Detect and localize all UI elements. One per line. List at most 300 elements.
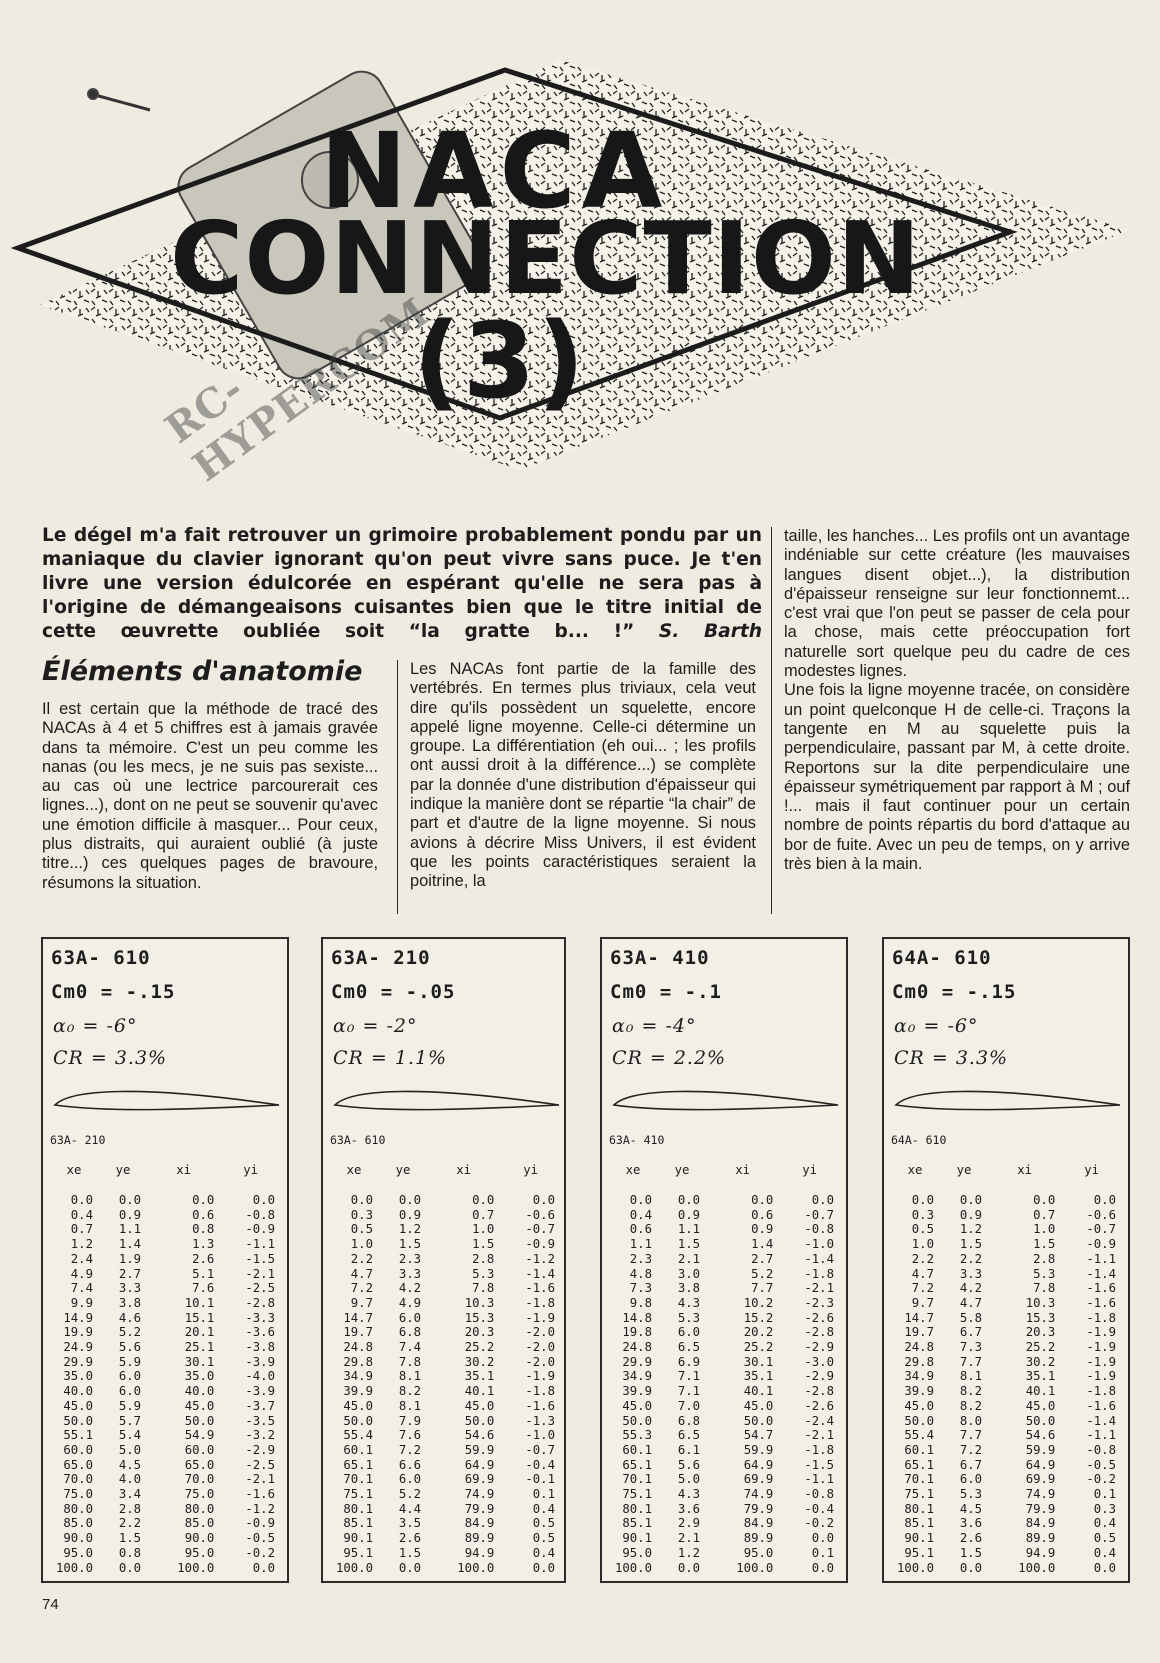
table-row (890, 1443, 1122, 1458)
table-cell: 0.0 (751, 1193, 774, 1207)
table-cell: 6.0 (398, 1310, 422, 1325)
text-column-3 (784, 527, 1130, 874)
coordinate-table (329, 1163, 561, 1575)
table-cell: 2.8 (118, 1501, 142, 1516)
table-row (329, 1355, 561, 1370)
table-cell: 94.9 (1025, 1545, 1056, 1560)
table-cell: 100.0 (177, 1560, 215, 1575)
table-cell: 45.0 (63, 1398, 93, 1413)
table-cell: 7.9 (398, 1413, 422, 1428)
table-cell: 69.9 (464, 1472, 495, 1487)
table-cell: -0.9 (245, 1222, 275, 1237)
table-row (49, 1516, 281, 1531)
table-cell: 20.3 (1025, 1325, 1056, 1340)
table-cell: 64.9 (464, 1457, 495, 1472)
airfoil-name: 63A- 210 (331, 947, 431, 969)
table-cell: 6.5 (677, 1428, 701, 1443)
table-row (608, 1414, 840, 1429)
table-cell: 2.7 (118, 1266, 142, 1281)
moment-coefficient: Cm0 = -.15 (51, 981, 176, 1003)
table-row (608, 1384, 840, 1399)
table-cell: -1.9 (1086, 1369, 1116, 1384)
table-cell: 0.5 (911, 1222, 934, 1237)
table-cell: 7.2 (959, 1442, 983, 1457)
table-cell: 0.3 (911, 1207, 934, 1222)
table-row (890, 1325, 1122, 1340)
camber-ratio: CR = 3.3% (53, 1047, 168, 1069)
table-row (49, 1561, 281, 1576)
table-cell: -0.4 (804, 1501, 834, 1516)
table-cell: 4.7 (911, 1266, 934, 1281)
column-header: yi (243, 1163, 259, 1177)
table-cell: -0.7 (525, 1222, 555, 1237)
table-cell: 14.7 (343, 1310, 373, 1325)
table-row (608, 1472, 840, 1487)
table-row (49, 1355, 281, 1370)
table-row (890, 1516, 1122, 1531)
table-row (329, 1267, 561, 1282)
table-cell: -2.1 (804, 1428, 834, 1443)
table-row (329, 1296, 561, 1311)
table-cell: 39.9 (904, 1384, 934, 1399)
table-row (890, 1355, 1122, 1370)
table-cell: 2.1 (677, 1251, 701, 1266)
title-line-2: CONNECTION (170, 200, 922, 317)
table-cell: 0.9 (751, 1222, 774, 1237)
table-cell: -2.4 (804, 1413, 834, 1428)
table-cell: 24.8 (904, 1340, 934, 1355)
table-cell: 7.4 (70, 1281, 93, 1296)
table-row (608, 1252, 840, 1267)
table-cell: 0.0 (811, 1531, 834, 1546)
table-cell: -2.9 (804, 1369, 834, 1384)
table-cell: 0.5 (350, 1222, 373, 1237)
table-cell: 45.0 (743, 1398, 774, 1413)
airfoil-profile-sketch (610, 1081, 842, 1115)
table-cell: 34.9 (343, 1369, 373, 1384)
table-header-row (608, 1163, 840, 1193)
table-row (329, 1281, 561, 1296)
table-row (49, 1369, 281, 1384)
airfoil-outline (55, 1091, 279, 1109)
table-cell: -0.9 (525, 1237, 555, 1252)
moment-coefficient: Cm0 = -.05 (331, 981, 456, 1003)
table-row (608, 1458, 840, 1473)
table-cell: 1.4 (751, 1237, 774, 1252)
table-row (329, 1369, 561, 1384)
table-cell: -1.5 (245, 1251, 275, 1266)
table-row (329, 1458, 561, 1473)
table-row (890, 1561, 1122, 1576)
table-cell: 2.9 (677, 1516, 701, 1531)
table-cell: 40.0 (184, 1384, 215, 1399)
table-cell: -2.5 (245, 1281, 275, 1296)
table-cell: 0.9 (959, 1207, 983, 1222)
table-row (49, 1340, 281, 1355)
table-cell: -1.6 (1086, 1398, 1116, 1413)
table-cell: 2.6 (398, 1531, 422, 1546)
table-cell: -0.6 (525, 1207, 555, 1222)
table-row (890, 1414, 1122, 1429)
table-cell: 1.5 (1033, 1237, 1056, 1252)
table-row (49, 1311, 281, 1326)
table-cell: 30.2 (1025, 1354, 1056, 1369)
table-cell: 0.0 (677, 1560, 701, 1575)
table-cell: 15.2 (743, 1310, 774, 1325)
table-cell: 0.0 (398, 1560, 422, 1575)
table-cell: 4.3 (677, 1295, 701, 1310)
table-cell: 7.8 (472, 1281, 495, 1296)
table-cell: 2.2 (118, 1516, 142, 1531)
camber-ratio: CR = 2.2% (612, 1047, 727, 1069)
table-cell: 14.8 (622, 1310, 652, 1325)
column-3-paragraph-a: taille, les hanches... Les profils ont un avantage indéniable sur cette créature (les mauvaises langues disent objet...), la distribution d'épaisseur renseigne sur leur fonctionnemt... c'est vrai que l'on peut se passer de cela pour la chose, mais cette préoccupation fort naturelle sort quelque peu du cadre de ces modestes lignes. (784, 527, 1130, 681)
table-row (49, 1237, 281, 1252)
table-row (890, 1193, 1122, 1208)
table-row (329, 1414, 561, 1429)
table-cell: 19.7 (343, 1325, 373, 1340)
table-cell: 65.1 (622, 1457, 652, 1472)
table-cell: 2.3 (629, 1251, 652, 1266)
airfoil-profile-sketch (51, 1081, 283, 1115)
table-cell: 15.1 (184, 1310, 215, 1325)
table-cell: 74.9 (743, 1487, 774, 1502)
table-cell: -0.8 (245, 1207, 275, 1222)
intro-paragraph (42, 524, 762, 644)
table-cell: 3.8 (118, 1295, 142, 1310)
table-cell: 0.1 (532, 1487, 555, 1502)
table-cell: -2.1 (245, 1266, 275, 1281)
table-cell: 3.3 (398, 1266, 422, 1281)
table-cell: 0.6 (192, 1207, 215, 1222)
table-cell: 50.0 (743, 1413, 774, 1428)
table-row (49, 1281, 281, 1296)
table-cell: 39.9 (343, 1384, 373, 1399)
table-cell: 7.4 (398, 1340, 422, 1355)
table-row (49, 1458, 281, 1473)
camber-ratio: CR = 3.3% (894, 1047, 1009, 1069)
section-heading: Éléments d'anatomie (42, 656, 363, 687)
table-caption: 63A- 610 (330, 1133, 386, 1147)
table-cell: 4.0 (118, 1472, 142, 1487)
table-cell: 0.0 (959, 1560, 983, 1575)
table-row (49, 1487, 281, 1502)
table-cell: -0.1 (525, 1472, 555, 1487)
text-column-1 (42, 700, 378, 893)
column-header: ye (674, 1163, 690, 1177)
table-cell: 59.9 (743, 1442, 774, 1457)
table-cell: 0.4 (532, 1501, 555, 1516)
table-cell: 45.0 (464, 1398, 495, 1413)
table-cell: -1.0 (525, 1428, 555, 1443)
title-line-3: (3) (413, 300, 587, 422)
table-cell: 4.8 (629, 1266, 652, 1281)
table-cell: 45.0 (904, 1398, 934, 1413)
column-2-paragraph: Les NACAs font partie de la famille des vertébrés. En termes plus triviaux, cela veut dire qu'ils possèdent un squelette, encore appelé ligne moyenne. Celle-ci détermine un groupe. La différentiation (eh oui... ; les profils ont aussi droit à la différence...) se complète par la donnée d'une distribution d'épaisseur qui indique la manière dont se répartie “la chair” de part et d'autre de la ligne moyenne. Si nous avions à décrire Miss Univers, il est évident que les points caractéristiques seraient la poitrine, la (410, 660, 756, 891)
table-cell: 8.2 (398, 1384, 422, 1399)
table-cell: 70.1 (622, 1472, 652, 1487)
table-cell: 0.5 (532, 1531, 555, 1546)
moment-coefficient: Cm0 = -.1 (610, 981, 722, 1003)
table-cell: 0.0 (472, 1193, 495, 1207)
table-cell: 7.3 (959, 1340, 983, 1355)
column-header: xi (176, 1163, 192, 1177)
table-cell: 100.0 (736, 1560, 774, 1575)
table-cell: 94.9 (464, 1545, 495, 1560)
table-cell: 59.9 (1025, 1442, 1056, 1457)
table-cell: 70.0 (63, 1472, 93, 1487)
table-cell: 0.0 (811, 1193, 834, 1207)
table-cell: 5.2 (751, 1266, 774, 1281)
table-cell: 0.0 (350, 1193, 373, 1207)
table-cell: -1.1 (804, 1472, 834, 1487)
table-cell: -0.2 (1086, 1472, 1116, 1487)
table-cell: 1.0 (911, 1237, 934, 1252)
table-row (890, 1487, 1122, 1502)
table-cell: -2.3 (804, 1295, 834, 1310)
table-cell: 65.1 (343, 1457, 373, 1472)
table-cell: 6.6 (398, 1457, 422, 1472)
table-cell: 7.1 (677, 1369, 701, 1384)
table-cell: 65.0 (184, 1457, 215, 1472)
table-row (890, 1252, 1122, 1267)
table-cell: 40.1 (464, 1384, 495, 1399)
camber-ratio: CR = 1.1% (333, 1047, 448, 1069)
table-cell: 7.3 (629, 1281, 652, 1296)
table-cell: 70.1 (343, 1472, 373, 1487)
table-cell: 45.0 (184, 1398, 215, 1413)
table-cell: 25.2 (1025, 1340, 1056, 1355)
table-cell: 6.8 (677, 1413, 701, 1428)
table-cell: 24.8 (622, 1340, 652, 1355)
table-cell: 7.8 (398, 1354, 422, 1369)
table-row (49, 1222, 281, 1237)
table-cell: -1.0 (804, 1237, 834, 1252)
table-cell: 6.0 (677, 1325, 701, 1340)
table-row (49, 1296, 281, 1311)
table-cell: -1.8 (1086, 1310, 1116, 1325)
table-cell: 0.5 (532, 1516, 555, 1531)
table-cell: 85.0 (63, 1516, 93, 1531)
table-cell: 9.7 (911, 1295, 934, 1310)
table-caption: 63A- 210 (50, 1133, 106, 1147)
table-cell: 60.1 (622, 1442, 652, 1457)
table-cell: 2.2 (911, 1251, 934, 1266)
table-cell: 54.6 (464, 1428, 495, 1443)
table-cell: 64.9 (743, 1457, 774, 1472)
table-row (608, 1487, 840, 1502)
table-cell: -1.4 (804, 1251, 834, 1266)
table-cell: -1.9 (525, 1310, 555, 1325)
table-cell: 10.3 (1025, 1295, 1056, 1310)
table-row (608, 1428, 840, 1443)
table-cell: 5.9 (118, 1354, 142, 1369)
zero-lift-angle: α₀ = -6° (894, 1015, 979, 1037)
table-cell: 5.2 (118, 1325, 142, 1340)
column-header: xe (346, 1163, 362, 1177)
table-row (608, 1311, 840, 1326)
table-cell: -1.8 (525, 1384, 555, 1399)
table-cell: 7.0 (677, 1398, 701, 1413)
table-cell: 0.0 (532, 1560, 555, 1575)
column-divider (771, 527, 772, 914)
table-cell: 1.1 (118, 1222, 142, 1237)
table-row (49, 1428, 281, 1443)
table-cell: 5.3 (959, 1487, 983, 1502)
table-cell: 19.7 (904, 1325, 934, 1340)
table-cell: -1.4 (525, 1266, 555, 1281)
table-cell: 0.6 (629, 1222, 652, 1237)
table-cell: 0.0 (911, 1193, 934, 1207)
table-row (49, 1531, 281, 1546)
table-cell: 8.2 (959, 1398, 983, 1413)
table-cell: 2.8 (1033, 1251, 1056, 1266)
column-3-paragraph-b: Une fois la ligne moyenne tracée, on considère un point quelconque H de celle-ci. Traçons la tangente en M au squelette puis la perpendiculaire, passant par M, à cette droite. Reportons sur la dite perpendiculaire une épaisseur symétriquement par rapport à M ; ouf !... mais il faut continuer pour un certain nombre de points répartis du bord d'attaque au bor de fuite. Avec un peu de temps, on y arrive très bien à la main. (784, 681, 1130, 874)
table-cell: 85.1 (904, 1516, 934, 1531)
table-cell: 0.4 (1093, 1545, 1116, 1560)
table-cell: 7.8 (1033, 1281, 1056, 1296)
title-block (0, 0, 1160, 500)
table-cell: 7.7 (959, 1428, 983, 1443)
table-cell: 1.2 (70, 1237, 93, 1252)
table-cell: 40.0 (63, 1384, 93, 1399)
table-row (890, 1311, 1122, 1326)
airfoil-outline (614, 1091, 838, 1109)
table-cell: 14.9 (63, 1310, 93, 1325)
table-row (890, 1208, 1122, 1223)
table-cell: -1.8 (1086, 1384, 1116, 1399)
table-cell: 29.8 (904, 1354, 934, 1369)
table-cell: -0.2 (245, 1545, 275, 1560)
table-cell: 25.2 (743, 1340, 774, 1355)
table-cell: 95.1 (904, 1545, 934, 1560)
table-row (608, 1325, 840, 1340)
table-cell: 84.9 (1025, 1516, 1056, 1531)
table-cell: 5.4 (118, 1428, 142, 1443)
table-cell: 0.0 (959, 1193, 983, 1207)
table-cell: 60.1 (343, 1442, 373, 1457)
table-row (890, 1531, 1122, 1546)
airfoil-name: 64A- 610 (892, 947, 992, 969)
table-row (890, 1369, 1122, 1384)
table-cell: 8.1 (398, 1369, 422, 1384)
table-cell: 24.9 (63, 1340, 93, 1355)
table-cell: -2.5 (245, 1457, 275, 1472)
coordinate-table (608, 1163, 840, 1575)
table-cell: 5.1 (192, 1266, 215, 1281)
table-cell: 50.0 (63, 1413, 93, 1428)
table-cell: 100.0 (614, 1560, 652, 1575)
table-cell: 80.1 (622, 1501, 652, 1516)
table-cell: -1.9 (525, 1369, 555, 1384)
table-cell: -2.8 (245, 1295, 275, 1310)
table-cell: 69.9 (1025, 1472, 1056, 1487)
table-cell: 85.0 (184, 1516, 215, 1531)
table-cell: 50.0 (622, 1413, 652, 1428)
table-cell: 0.0 (252, 1193, 275, 1207)
table-row (49, 1193, 281, 1208)
airfoil-profile-sketch (331, 1081, 563, 1115)
table-cell: 5.0 (118, 1442, 142, 1457)
table-cell: -0.8 (804, 1222, 834, 1237)
table-cell: 2.7 (751, 1251, 774, 1266)
table-row (608, 1561, 840, 1576)
table-cell: -0.9 (245, 1516, 275, 1531)
column-header: ye (956, 1163, 972, 1177)
zero-lift-angle: α₀ = -6° (53, 1015, 138, 1037)
table-cell: 6.7 (959, 1325, 983, 1340)
table-row (608, 1516, 840, 1531)
table-cell: -0.6 (1086, 1207, 1116, 1222)
table-cell: 6.0 (118, 1384, 142, 1399)
table-cell: 75.1 (622, 1487, 652, 1502)
table-cell: 84.9 (464, 1516, 495, 1531)
table-cell: 0.0 (192, 1193, 215, 1207)
table-header-row (329, 1163, 561, 1193)
table-cell: 85.1 (622, 1516, 652, 1531)
table-row (890, 1546, 1122, 1561)
table-row (49, 1267, 281, 1282)
table-cell: 5.9 (118, 1398, 142, 1413)
table-cell: -3.2 (245, 1428, 275, 1443)
table-cell: 39.9 (622, 1384, 652, 1399)
table-cell: 50.0 (464, 1413, 495, 1428)
table-cell: 5.2 (398, 1487, 422, 1502)
table-row (329, 1222, 561, 1237)
table-cell: -2.0 (525, 1325, 555, 1340)
table-cell: 3.3 (959, 1266, 983, 1281)
intro-text: Le dégel m'a fait retrouver un grimoire probablement pondu par un maniaque du clavier ignorant qu'on peut vivre sans puce. Je t'en livre une version édulcorée en espérant qu'elle ne sera pas à l'origine de démangeaisons cuisantes bien que le titre initial de cette œuvrette oubliée soit “la gratte b... !” (42, 525, 762, 642)
table-cell: 7.7 (751, 1281, 774, 1296)
table-row (49, 1472, 281, 1487)
table-row (329, 1561, 561, 1576)
table-cell: 0.3 (350, 1207, 373, 1222)
table-cell: 6.0 (959, 1472, 983, 1487)
table-cell: 74.9 (1025, 1487, 1056, 1502)
table-cell: 4.7 (350, 1266, 373, 1281)
table-cell: 0.4 (532, 1545, 555, 1560)
table-cell: 45.0 (1025, 1398, 1056, 1413)
table-cell: 6.0 (398, 1472, 422, 1487)
table-cell: 0.4 (70, 1207, 93, 1222)
table-cell: -0.2 (804, 1516, 834, 1531)
table-row (329, 1340, 561, 1355)
table-cell: 29.8 (343, 1354, 373, 1369)
table-cell: 1.0 (350, 1237, 373, 1252)
table-cell: 10.2 (743, 1295, 774, 1310)
table-row (890, 1502, 1122, 1517)
table-cell: 80.0 (63, 1501, 93, 1516)
column-header: xi (456, 1163, 472, 1177)
column-1-paragraph: Il est certain que la méthode de tracé des NACAs à 4 et 5 chiffres est à jamais gravée dans ta mémoire. C'est un peu comme les nanas (ou les mecs, je ne suis pas sexiste... au cas où une lectrice parcourerait ces lignes...), dont on ne peut se souvenir qu'avec une émotion difficile à masquer... Pour ceux, plus distraits, qui auraient oublié (à juste titre...) ces quelques pages de bravoure, résumons la situation. (42, 700, 378, 892)
table-cell: -1.4 (1086, 1266, 1116, 1281)
table-cell: 90.1 (343, 1531, 373, 1546)
table-cell: 1.0 (472, 1222, 495, 1237)
table-cell: 65.0 (63, 1457, 93, 1472)
table-cell: 60.0 (184, 1442, 215, 1457)
table-cell: -0.9 (1086, 1237, 1116, 1252)
table-cell: 4.3 (677, 1487, 701, 1502)
table-cell: 6.0 (118, 1369, 142, 1384)
table-cell: 75.0 (184, 1487, 215, 1502)
table-row (608, 1443, 840, 1458)
table-row (329, 1546, 561, 1561)
table-cell: 30.1 (743, 1354, 774, 1369)
table-row (329, 1487, 561, 1502)
table-cell: 0.9 (677, 1207, 701, 1222)
table-cell: 0.1 (1093, 1487, 1116, 1502)
table-cell: 6.5 (677, 1340, 701, 1355)
